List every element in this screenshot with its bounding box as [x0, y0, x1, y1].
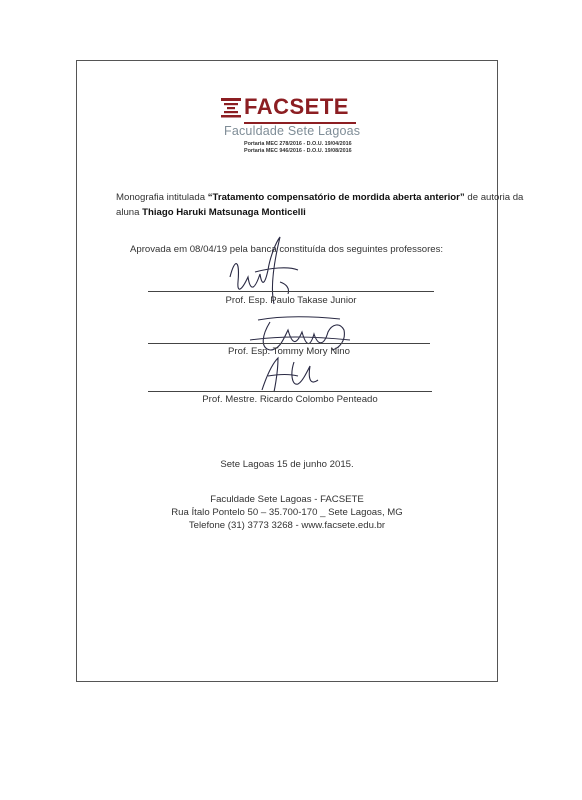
- contact-line: Telefone (31) 3773 3268 - www.facsete.edu.br: [188, 520, 386, 531]
- signature-line-3: [148, 391, 432, 392]
- institution-line: Faculdade Sete Lagoas - FACSETE: [210, 494, 364, 505]
- author-line: [116, 207, 306, 218]
- logo-subtitle: Faculdade Sete Lagoas: [224, 124, 361, 138]
- address-line: Rua Ítalo Pontelo 50 – 35.700-170 _ Sete Lagoas, MG: [171, 507, 403, 518]
- logo-portaria-2: Portaria MEC 946/2016 - D.O.U. 19/08/2016: [244, 148, 352, 154]
- logo-portaria-1: Portaria MEC 278/2016 - D.O.U. 19/04/2016: [244, 141, 352, 147]
- professor-1: Prof. Esp. Paulo Takase Junior: [225, 295, 357, 306]
- signature-1: [210, 232, 310, 322]
- signature-line-2: [148, 343, 430, 344]
- intro-prefix: Monografia intitulada: [116, 192, 208, 203]
- intro-suffix: de autoria da: [464, 192, 524, 203]
- professor-3: Prof. Mestre. Ricardo Colombo Penteado: [202, 394, 378, 405]
- facsete-logo: [218, 90, 362, 160]
- author-prefix: aluna: [116, 207, 143, 218]
- author-name: Thiago Haruki Matsunaga Monticelli: [142, 207, 306, 218]
- date-line: Sete Lagoas 15 de junho 2015.: [220, 459, 354, 470]
- intro-line: [116, 192, 523, 203]
- thesis-title: “Tratamento compensatório de mordida aberta anterior”: [207, 192, 465, 203]
- logo-name: FACSETE: [244, 94, 349, 119]
- signature-line-1: [148, 291, 434, 292]
- facsete-emblem-icon: [220, 96, 242, 118]
- approval-text: Aprovada em 08/04/19 pela banca constituída dos seguintes professores:: [130, 244, 444, 255]
- professor-2: Prof. Esp. Tommy Mory Nino: [228, 346, 350, 357]
